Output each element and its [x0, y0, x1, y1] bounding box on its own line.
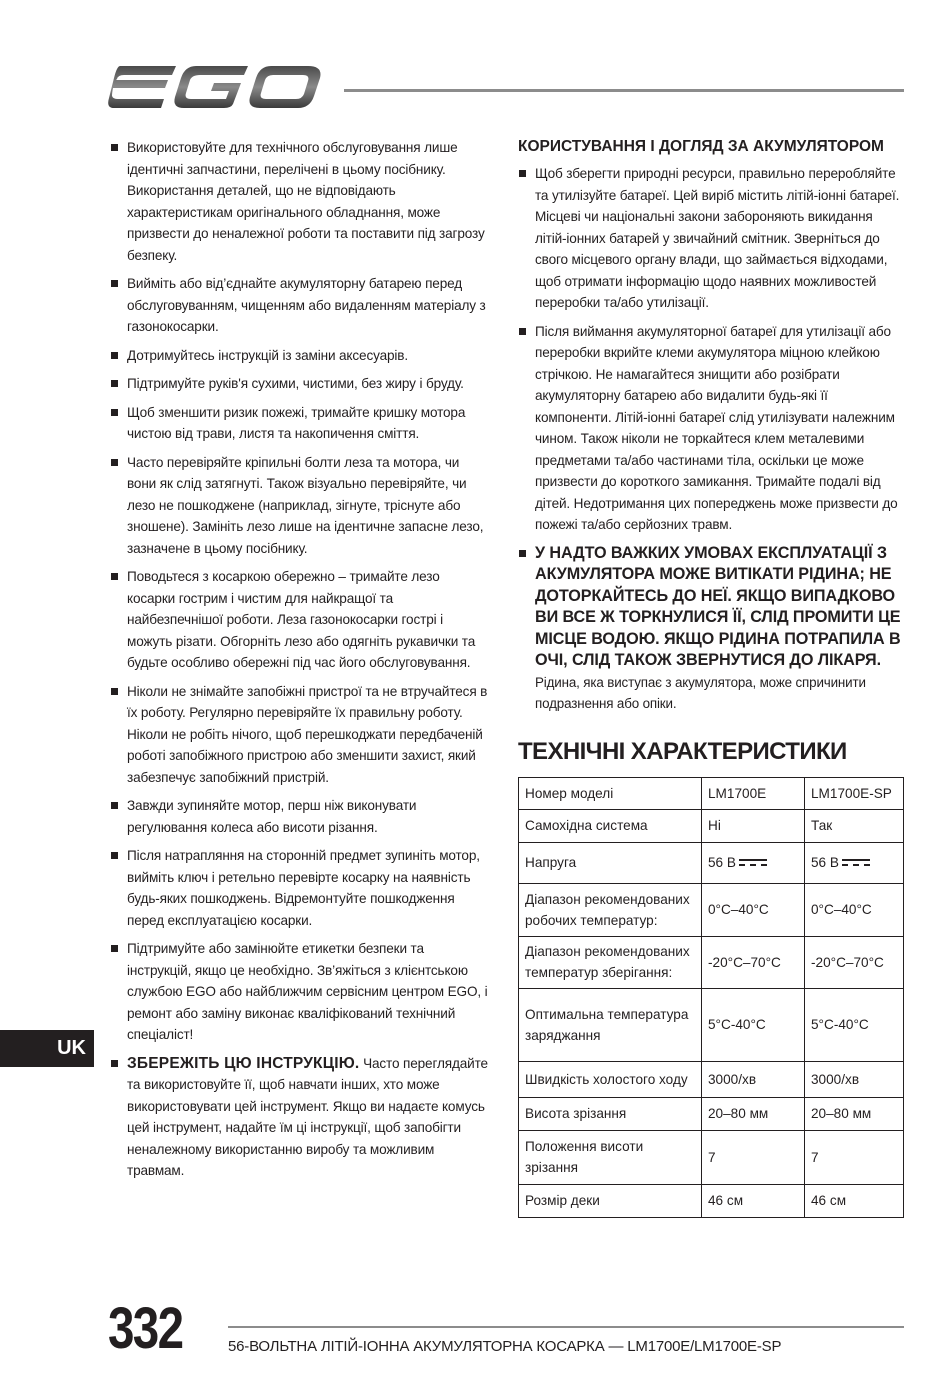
table-row: [519, 988, 904, 1061]
spec-value-lm1700e-sp: 46 см: [805, 1184, 904, 1217]
table-row: [519, 883, 904, 936]
dc-current-icon: [842, 858, 870, 868]
battery-list: [518, 163, 904, 715]
right-column: [518, 137, 904, 1218]
voltage-cell: [702, 842, 805, 883]
list-item: Щоб зменшити ризик пожежі, тримайте кришку мотора чистою від трави, листя та накопичення сміття.: [110, 402, 490, 445]
table-row: [519, 809, 904, 842]
spec-value-lm1700e-sp: 56 В: [811, 855, 839, 870]
list-item: Підтримуйте руків'я сухими, чистими, без жиру і бруду.: [110, 373, 490, 395]
save-instructions-item: [110, 1053, 490, 1182]
footer-title: 56-ВОЛЬТНА ЛІТІЙ-ІОННА АКУМУЛЯТОРНА КОСАРКА — LM1700E/LM1700E-SP: [228, 1338, 782, 1355]
spec-label: Діапазон рекомендованих робочих температур:: [519, 883, 702, 936]
list-item: Ніколи не знімайте запобіжні пристрої та не втручайтеся в їх роботу. Регулярно перевіряйте їх правильну роботу. Ніколи не робіть нічого, щоб перешкоджати передбаченій роботі запобіжного пристрою або зменшити захист, який забезпечує запобіжний пристрій.: [110, 681, 490, 789]
spec-value-lm1700e-sp: 3000/хв: [805, 1061, 904, 1097]
table-row: [519, 936, 904, 988]
spec-label: Висота зрізання: [519, 1097, 702, 1130]
spec-value-lm1700e-sp: 0°C–40°C: [805, 883, 904, 936]
save-instructions-lead: ЗБЕРЕЖІТЬ ЦЮ ІНСТРУКЦІЮ.: [127, 1054, 360, 1072]
spec-value-lm1700e: 7: [702, 1130, 805, 1184]
table-row: [519, 777, 904, 809]
spec-value-lm1700e-sp: Так: [805, 809, 904, 842]
spec-label: Розмір деки: [519, 1184, 702, 1217]
spec-value-lm1700e-sp: 7: [805, 1130, 904, 1184]
battery-section-title: КОРИСТУВАННЯ І ДОГЛЯД ЗА АКУМУЛЯТОРОМ: [518, 138, 884, 155]
spec-value-lm1700e-sp: LM1700E-SP: [805, 777, 904, 809]
spec-value-lm1700e-sp: 20–80 мм: [805, 1097, 904, 1130]
spec-value-lm1700e: 56 В: [708, 855, 736, 870]
footer-rule: [228, 1326, 904, 1328]
spec-value-lm1700e: 46 см: [702, 1184, 805, 1217]
list-item: Після натрапляння на сторонній предмет зупиніть мотор, вийміть ключ і ретельно перевірте косарку на наявність будь-яких пошкоджень. Відремонтуйте пошкодження перед експлуатацією косарки.: [110, 845, 490, 931]
spec-label: Діапазон рекомендованих температур зберігання:: [519, 936, 702, 988]
table-row: [519, 1184, 904, 1217]
spec-label: Положення висоти зрізання: [519, 1130, 702, 1184]
leak-warning-tail: Рідина, яка виступає з акумулятора, може спричинити подразнення або опіки.: [535, 674, 866, 711]
language-tab: UK: [0, 1030, 94, 1067]
header-rule: [344, 89, 904, 92]
spec-label: Напруга: [519, 842, 702, 883]
list-item: Після виймання акумуляторної батареї для утилізації або переробки вкрийте клеми акумулятора міцною клейкою стрічкою. Не намагайтеся знищити або розібрати акумуляторну батарею або видалити будь-які її компоненти. Літій-іонні батареї слід утилізувати належним чином. Також ніколи не торкайтеся клем металевими предметами та/або частинами тіла, оскільки це може призвести до короткого замикання. Тримайте подалі від дітей. Недотримання цих попереджень може призвести до пожежі та/або серйозних травм.: [518, 321, 904, 536]
leak-warning-caps: У НАДТО ВАЖКИХ УМОВАХ ЕКСПЛУАТАЦІЇ З АКУМУЛЯТОРА МОЖЕ ВИТІКАТИ РІДИНА; НЕ ДОТОРКАЙТЕСЬ ДО НЕЇ. ЯКЩО ВИПАДКОВО ВИ ВСЕ Ж ТОРКНУЛИСЯ ЇЇ, СЛІД ПРОМИТИ ЦЕ МІСЦЕ ВОДОЮ. ЯКЩО РІДИНА ПОТРАПИЛА В ОЧІ, СЛІД ТАКОЖ ЗВЕРНУТИСЯ ДО ЛІКАРЯ.: [535, 543, 901, 669]
table-row: [519, 1097, 904, 1130]
spec-value-lm1700e: 20–80 мм: [702, 1097, 805, 1130]
table-row: [519, 842, 904, 883]
spec-value-lm1700e-sp: 5°C-40°C: [805, 988, 904, 1061]
left-column: [110, 137, 490, 1189]
table-row: [519, 1130, 904, 1184]
spec-label: Номер моделі: [519, 777, 702, 809]
list-item: Часто перевіряйте кріпильні болти леза та мотора, чи вони як слід затягнуті. Також візуально перевіряйте, чи лезо не пошкоджене (наприклад, зігнуте, тріснуте або зношене). Замініть лезо лише на ідентичне запасне лезо, зазначене в цьому посібнику.: [110, 452, 490, 560]
spec-label: Самохідна система: [519, 809, 702, 842]
spec-value-lm1700e: LM1700E: [702, 777, 805, 809]
list-item: Дотримуйтесь інструкцій із заміни аксесуарів.: [110, 345, 490, 367]
list-item: Завжди зупиняйте мотор, перш ніж виконувати регулювання колеса або висоти різання.: [110, 795, 490, 838]
spec-value-lm1700e: 3000/хв: [702, 1061, 805, 1097]
maintenance-list: [110, 137, 490, 1182]
spec-value-lm1700e: 5°C-40°C: [702, 988, 805, 1061]
spec-section-title: ТЕХНІЧНІ ХАРАКТЕРИСТИКИ: [518, 737, 847, 765]
spec-table: [518, 777, 904, 1218]
table-row: [519, 1061, 904, 1097]
save-instructions-text: Часто переглядайте та використовуйте її, щоб навчати інших, хто може використовувати цей інструмент. Якщо ви надаєте комусь цей інструмент, надайте їм ці інструкції, щоб запобігти неналежному використанню виробу та можливим травмам.: [127, 1055, 488, 1178]
list-item: Поводьтеся з косаркою обережно – тримайте лезо косарки гострим і чистим для найкращої та найбезпечнішої роботи. Леза газонокосарки гострі і можуть різати. Обгорніть лезо або одягніть рукавички та будьте особливо обережні під час його обслуговування.: [110, 566, 490, 674]
spec-label: Оптимальна температура заряджання: [519, 988, 702, 1061]
list-item: Підтримуйте або замінюйте етикетки безпеки та інструкцій, якщо це необхідно. Зв’яжіться з клієнтською службою EGO або найближчим сервісним центром EGO, і ремонт або заміну виконає кваліфікований технічний спеціаліст!: [110, 938, 490, 1046]
voltage-cell: [805, 842, 904, 883]
leak-warning-item: [518, 543, 904, 715]
ego-logo: [108, 66, 323, 114]
dc-current-icon: [739, 858, 767, 868]
spec-label: Швидкість холостого ходу: [519, 1061, 702, 1097]
list-item: Вийміть або від’єднайте акумуляторну батарею перед обслуговуванням, чищенням або видаленням матеріалу з газонокосарки.: [110, 273, 490, 338]
spec-value-lm1700e: 0°C–40°C: [702, 883, 805, 936]
page-number: 332: [108, 1296, 183, 1361]
spec-value-lm1700e: -20°C–70°C: [702, 936, 805, 988]
spec-value-lm1700e: Ні: [702, 809, 805, 842]
spec-value-lm1700e-sp: -20°C–70°C: [805, 936, 904, 988]
list-item: Використовуйте для технічного обслуговування лише ідентичні запчастини, перелічені в цьому посібнику. Використання деталей, що не відповідають характеристикам оригінального обладнання, може призвести до неналежної роботи та поставити під загрозу безпеку.: [110, 137, 490, 266]
list-item: Щоб зберегти природні ресурси, правильно переробляйте та утилізуйте батареї. Цей виріб містить літій-іонні батареї. Місцеві чи національні закони забороняють викидання літій-іонних батарей у звичайний смітник. Зверніться до свого місцевого органу влади, що займається відходами, щоб отримати інформацію щодо наявних можливостей переробки та/або утилізації.: [518, 163, 904, 314]
